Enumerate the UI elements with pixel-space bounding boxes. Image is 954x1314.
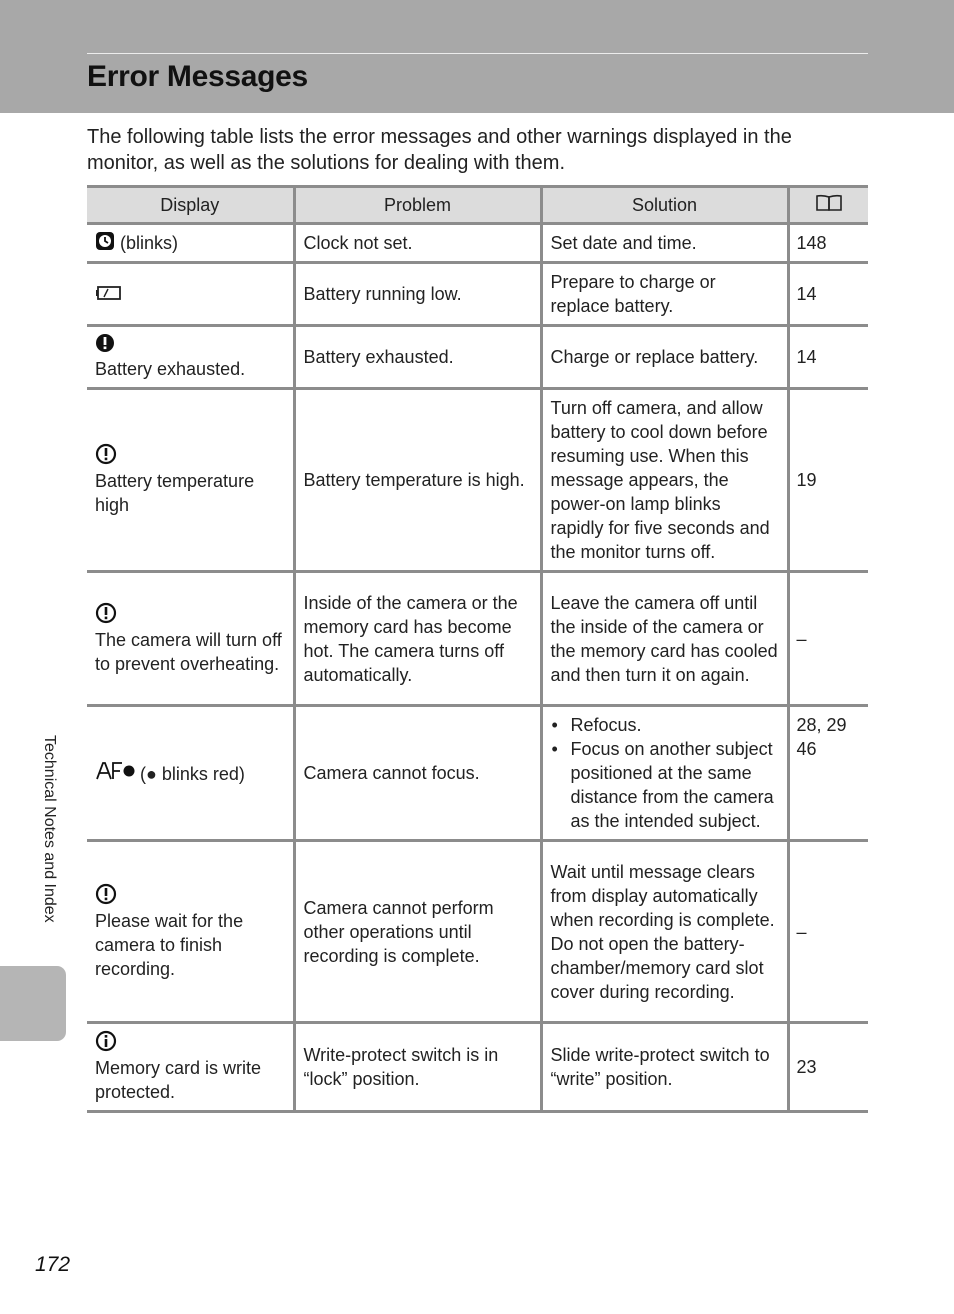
problem-cell: Battery exhausted. [294, 326, 541, 389]
problem-cell: Camera cannot focus. [294, 706, 541, 841]
problem-cell: Battery running low. [294, 263, 541, 326]
table-row [87, 841, 868, 1023]
solution-cell: Slide write-protect switch to “write” position. [541, 1023, 788, 1112]
page-title: Error Messages [87, 60, 308, 93]
reference-cell: 19 [788, 389, 868, 572]
display-cell [87, 389, 294, 572]
problem-cell: Battery temperature is high. [294, 389, 541, 572]
table-row [87, 389, 868, 572]
display-text: Memory card is write protected. [95, 1058, 262, 1102]
reference-cell: 23 [788, 1023, 868, 1112]
display-text: Please wait for the camera to finish recording. [95, 910, 244, 979]
solution-cell: Prepare to charge or replace battery. [541, 263, 788, 326]
col-header-display: Display [87, 187, 294, 224]
clock-icon [95, 231, 115, 251]
warning-circle-icon [95, 602, 117, 624]
info-circle-icon [95, 1030, 117, 1052]
solution-list [551, 713, 779, 833]
display-cell [87, 706, 294, 841]
display-cell [87, 224, 294, 263]
solution-cell [541, 706, 788, 841]
display-text: The camera will turn off to prevent overheating. [95, 629, 282, 674]
reference-line: 28, 29 [796, 715, 847, 735]
reference-line: 46 [796, 739, 817, 759]
reference-cell: 14 [788, 263, 868, 326]
table-row [87, 263, 868, 326]
problem-cell: Clock not set. [294, 224, 541, 263]
table-row [87, 706, 868, 841]
display-cell [87, 572, 294, 706]
display-cell [87, 326, 294, 389]
col-header-problem: Problem [294, 187, 541, 224]
display-cell [87, 263, 294, 326]
reference-cell: – [788, 572, 868, 706]
page-number: 172 [35, 1253, 71, 1276]
table-row [87, 224, 868, 263]
display-cell [87, 841, 294, 1023]
side-section-label [38, 735, 58, 955]
solution-cell: Set date and time. [541, 224, 788, 263]
error-messages-table [87, 185, 868, 1113]
problem-cell: Inside of the camera or the memory card has become hot. The camera turns off automatically. [294, 572, 541, 706]
reference-cell: 14 [788, 326, 868, 389]
list-item: • Focus on another subject positioned at the same distance from the camera as the intended subject. [551, 737, 779, 833]
display-cell [87, 1023, 294, 1112]
display-text: Battery exhausted. [95, 359, 246, 379]
battery-empty-icon [95, 284, 123, 302]
warning-circle-icon [95, 333, 115, 353]
header-band [0, 0, 954, 113]
display-text: (● blinks red) [140, 764, 245, 784]
list-item: • Refocus. [551, 713, 779, 737]
af-focus-indicator-icon [95, 760, 135, 782]
header-rule [87, 53, 868, 54]
table-row [87, 572, 868, 706]
problem-cell: Camera cannot perform other operations until recording is complete. [294, 841, 541, 1023]
table-row [87, 326, 868, 389]
reference-cell: – [788, 841, 868, 1023]
table-row [87, 1023, 868, 1112]
solution-cell: Leave the camera off until the inside of the camera or the memory card has cooled and then turn it on again. [541, 572, 788, 706]
solution-cell: Charge or replace battery. [541, 326, 788, 389]
reference-cell [788, 706, 868, 841]
problem-cell: Write-protect switch is in “lock” position. [294, 1023, 541, 1112]
reference-cell: 148 [788, 224, 868, 263]
warning-circle-icon [95, 443, 117, 465]
side-tab [0, 966, 66, 1041]
book-icon [815, 193, 843, 213]
table-header-row [87, 187, 868, 224]
display-text: Battery temperature high [95, 471, 255, 515]
warning-circle-icon [95, 883, 117, 905]
solution-cell: Wait until message clears from display automatically when recording is complete. Do not open the battery-chamber/memory card slot cover during recording. [541, 841, 788, 1023]
intro-paragraph: The following table lists the error messages and other warnings displayed in the monitor, as well as the solutions for dealing with them. [87, 126, 792, 174]
col-header-solution: Solution [541, 187, 788, 224]
display-text: (blinks) [120, 233, 179, 253]
col-header-reference [788, 187, 868, 224]
side-label-text: Technical Notes and Index [41, 735, 58, 923]
solution-cell: Turn off camera, and allow battery to cool down before resuming use. When this message appears, the power-on lamp blinks rapidly for five seconds and the monitor turns off. [541, 389, 788, 572]
